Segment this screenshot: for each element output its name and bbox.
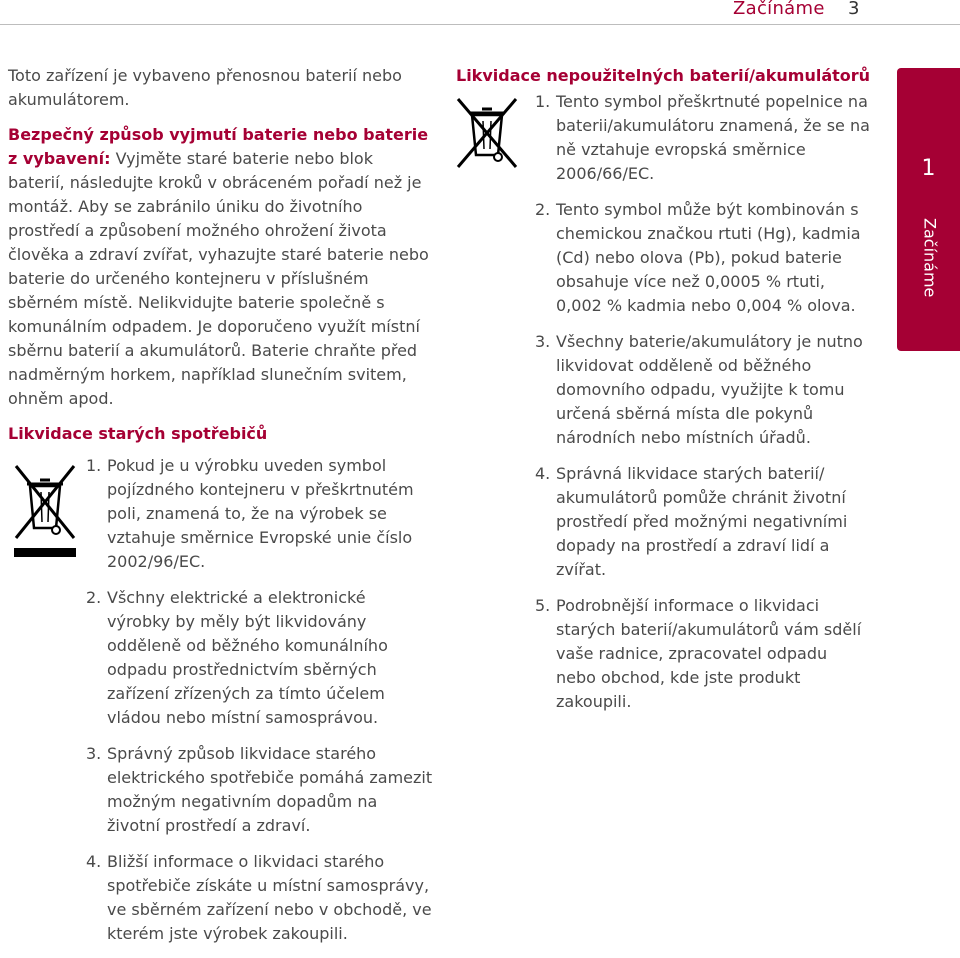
list-item: 2. Tento symbol může být kombinován s chemickou značkou rtuti (Hg), kadmia (Cd) nebo olova (Pb), pokud baterie obsahuje více než 0,0005 % rtuti, 0,002 % kadmia nebo 0,004 % olova. [535,200,861,315]
list-item: 1. Pokud je u výrobku uveden symbol pojízdného kontejneru v přeškrtnutém poli, znamená to, že na výrobek se vztahuje směrnice Evropské unie číslo 2002/96/EC. [86,456,414,571]
battery-removal-heading: Bezpečný způsob vyjmutí baterie nebo baterie z vybavení: [8,125,429,168]
list-item: 2. Všchny elektrické a elektronické výrobky by měly být likvidovány odděleně od běžného komunálního odpadu prostřednictvím sběrných zařízení zřízených za tímto účelem vládou nebo místní samosprávou. [86,588,388,727]
list-item: 4. Správná likvidace starých baterií/ akumulátorů pomůže chránit životní prostředí před možnými negativními dopady na prostředí a zdraví lidí a zvířat. [535,464,848,579]
left-column [8,64,433,958]
old-appliance-disposal-heading: Likvidace starých spotřebičů [8,424,268,443]
list-item: 1. Tento symbol přeškrtnuté popelnice na baterii/akumulátoru znamená, že se na ně vztahuje evropská směrnice 2006/66/EC. [535,92,870,183]
old-appliance-disposal-list [86,454,433,946]
list-item: 4. Bližší informace o likvidaci starého spotřebiče získáte u místní samosprávy, ve sběrném zařízení nebo v obchodě, ve kterém jste výrobek zakoupili. [86,852,432,943]
battery-disposal-list [535,90,871,714]
battery-disposal-heading: Likvidace nepoužitelných baterií/akumulátorů [456,66,871,85]
page-number: 3 [848,0,860,19]
battery-disposal-block [456,90,871,714]
header-section-title: Začínáme [733,0,825,19]
battery-removal-text: Vyjměte staré baterie nebo blok baterií, následujte kroků v obráceném pořadí než je montáž. Aby se zabránilo úniku do životního prostředí a způsobení možného ohrožení života člověka a zdraví zvířat, vyhazujte staré baterie nebo baterie do určeného kontejneru v příslušném sběrném místě. Nelikvidujte baterie společně s komunálním odpadem. Je doporučeno využít místní sběrnu baterií a akumulátorů. Baterie chraňte před nadměrným horkem, například slunečním svitem, ohněm apod. [8,149,429,408]
chapter-number: 1 [921,156,936,181]
crossed-bin-icon [14,464,76,558]
chapter-side-tab [897,68,960,351]
right-column [456,64,871,726]
list-item: 5. Podrobnější informace o likvidaci starých baterií/akumulátorů vám sdělí vaše radnice, zpracovatel odpadu nebo obchod, kde jste produkt zakoupili. [535,596,862,711]
crossed-bin-battery-icon [456,97,518,169]
old-appliance-disposal-block [8,454,433,946]
battery-removal-paragraph [8,123,433,411]
intro-paragraph: Toto zařízení je vybaveno přenosnou baterií nebo akumulátorem. [8,66,402,109]
list-item: 3. Správný způsob likvidace starého elektrického spotřebiče pomáhá zamezit možným negativním dopadům na životní prostředí a zdraví. [86,744,433,835]
list-item: 3. Všechny baterie/akumulátory je nutno likvidovat odděleně od běžného domovního odpadu, využijte k tomu určená sběrná místa dle pokynů národních nebo místních úřadů. [535,332,863,447]
chapter-label: Začínáme [920,218,940,298]
header-rule [0,24,960,25]
